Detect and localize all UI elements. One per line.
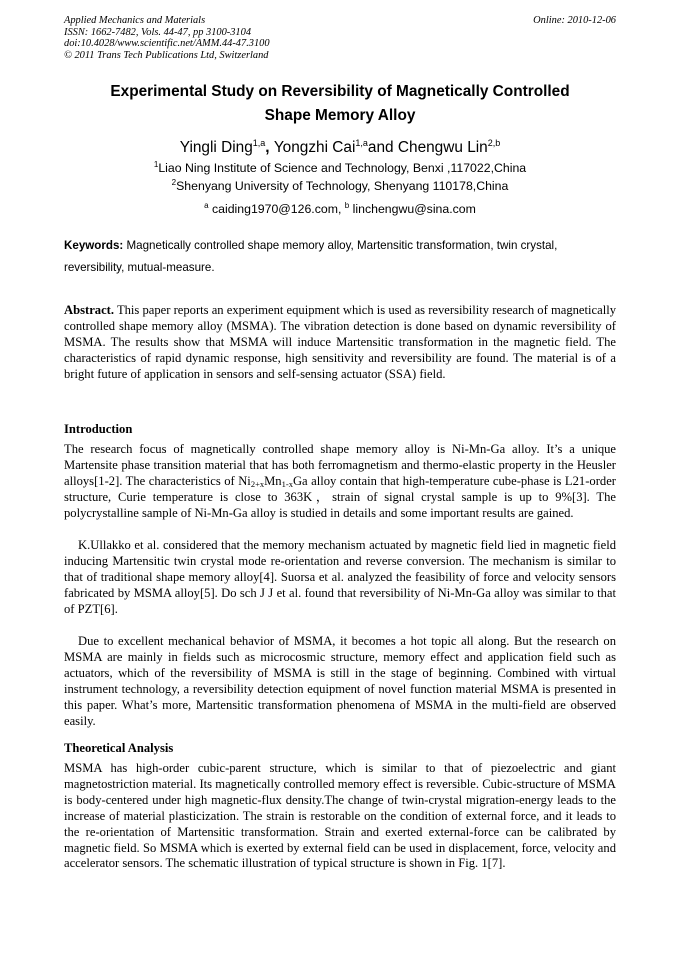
affiliation-2-text: Shenyang University of Technology, Shenyang 110178,China [176, 179, 509, 193]
doi-line: doi:10.4028/www.scientific.net/AMM.44-47.3100 [64, 38, 270, 50]
introduction-paragraph-3: Due to excellent mechanical behavior of MSMA, it becomes a hot topic all along. But the research on MSMA are mainly in fields such as microcosmic structure, memory effect and application field such as actuators, which of the reversibility of MSMA is still in the stage of beginning. Combined with virtual instrument technology, a reversibility detection equipment of novel function material MSMA is presented in this paper. What’s more, Martensitic transformation phenomena of MSMA in the multi-field are observed easily. [64, 634, 616, 728]
affiliation-1-text: Liao Ning Institute of Science and Technology, Benxi ,117022,China [158, 161, 527, 175]
abstract-label: Abstract. [64, 303, 115, 317]
author-2: Yongzhi Cai [273, 139, 356, 156]
introduction-paragraph-1 [64, 442, 616, 522]
theory-paragraph-1: MSMA has high-order cubic-parent structure, which is similar to that of piezoelectric and giant magnetostriction material. Its magnetically controlled memory effect is reversible. Cubic-structure of MSMA is body-centered under high magnetic-flux density.The change of twin-crystal migration-energy leads to the increase of material plasticization. The strain is restorable on the condition of external force, and it leads to the re-orientation of Martensitic transformation. Strain and exerted external-force can be calibrated by magnetic field. So MSMA which is exerted by external field can be used in displacement, force, velocity and accelerator sensors. The schematic illustration of typical structure is shown in Fig. 1[7]. [64, 761, 616, 871]
author-1-affil: 1,a [252, 138, 266, 148]
author-2-affil: 1,a [355, 138, 368, 148]
email-a-mark: a [204, 201, 209, 210]
introduction-paragraph-2: K.Ullakko et al. considered that the memory mechanism actuated by magnetic field lied in magnetic field inducing Martensitic twin crystal mode re-orientation and reverse conversion. The mechanism is similar to that of traditional shape memory alloy[4]. Suorsa et al. analyzed the feasibility of force and velocity sensors fabricated by MSMA alloy[5]. Do sch J J et al. found that reversibility of Ni-Mn-Ga alloy was similar to that of PZT[6]. [64, 538, 616, 616]
formula-subscript: 1-x [281, 478, 293, 489]
author-3-affil: 2,b [487, 138, 501, 148]
abstract-text: This paper reports an experiment equipment which is used as reversibility research of magnetically controlled shape memory alloy (MSMA). The vibration detection is done based on dynamic reversibility of MSMA. The results show that MSMA will induce Martensitic transformation in the magnetic field. The characteristics of rapid dynamic response, high sensitivity and reversibility are found. The material is of a bright future of application in sensors and self-sensing actuator (SSA) field. [64, 303, 616, 381]
copyright-line: © 2011 Trans Tech Publications Ltd, Switzerland [64, 49, 269, 61]
intro-p1-text-a: The research focus of magnetically controlled shape memory alloy is Ni-Mn-Ga alloy. It’s a unique Martensite phase transition material that has both ferromagnetism and thermo-elastic property in the Heusler alloys[1-2]. The characteristics of Ni [64, 442, 616, 488]
intro-p1-text-b: Mn [264, 473, 282, 488]
paper-title [64, 80, 616, 128]
keywords-text: Magnetically controlled shape memory alloy, Martensitic transformation, twin crystal, reversibility, mutual-measure. [64, 239, 558, 274]
author-separator: , [265, 139, 274, 156]
email-a: caiding1970@126.com, [208, 202, 345, 216]
email-line [64, 201, 616, 217]
theory-heading: Theoretical Analysis [64, 741, 174, 755]
title-line-1: Experimental Study on Reversibility of Magnetically Controlled [110, 83, 570, 100]
author-1: Yingli Ding [179, 139, 253, 156]
journal-name: Applied Mechanics and Materials [64, 15, 206, 26]
author-list [64, 138, 616, 158]
affiliation-2-mark: 2 [171, 178, 177, 187]
affiliation-1 [64, 160, 616, 176]
abstract-paragraph [64, 303, 616, 383]
formula-subscript: 2+x [250, 478, 265, 489]
affiliation-2 [64, 178, 616, 194]
keywords-block [64, 235, 616, 279]
author-3: Chengwu Lin [397, 139, 488, 156]
journal-header [64, 15, 616, 61]
intro-p1-text-c: Ga alloy contain that high-temperature cube-phase is L21-order structure, Curie temperature is close to 363K，strain of signal crystal sample is up to 9%[3]. The polycrystalline sample of Ni-Mn-Ga alloy is studied in details and some important results are gained. [64, 473, 616, 520]
issn-line: ISSN: 1662-7482, Vols. 44-47, pp 3100-3104 [64, 26, 252, 38]
online-date: Online: 2010-12-06 [533, 15, 616, 26]
email-b-mark: b [344, 201, 350, 210]
title-line-2: Shape Memory Alloy [264, 107, 416, 124]
email-b: linchengwu@sina.com [349, 202, 476, 216]
introduction-heading: Introduction [64, 422, 133, 436]
author-separator: and [367, 139, 398, 156]
keywords-label: Keywords: [64, 239, 124, 252]
affiliation-1-mark: 1 [153, 160, 159, 169]
